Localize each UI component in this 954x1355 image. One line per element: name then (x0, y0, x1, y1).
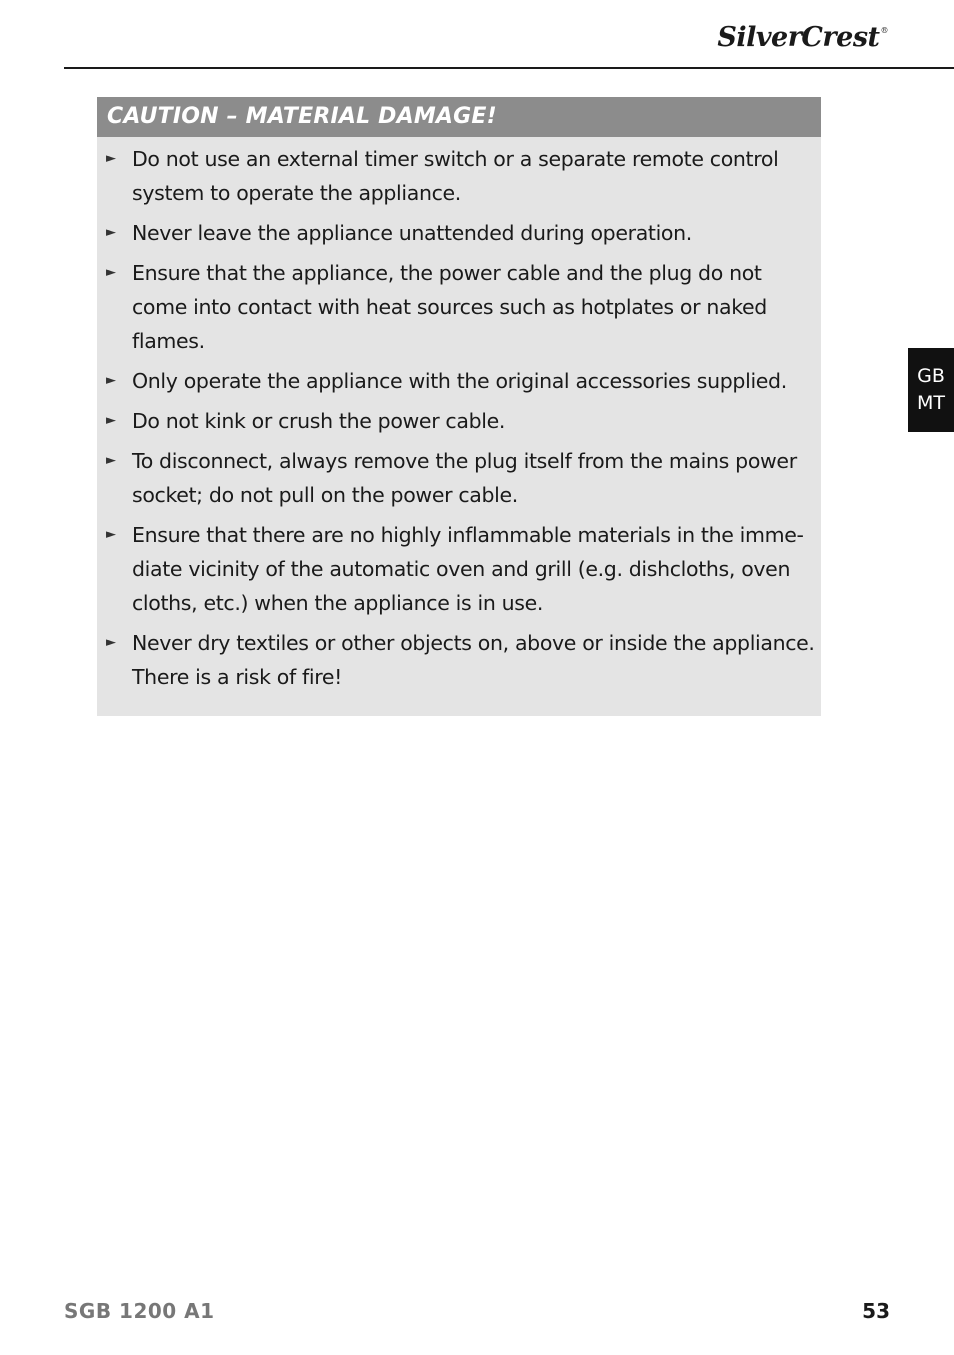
caution-box (97, 97, 821, 716)
triangle-right-icon: ► (106, 225, 116, 240)
triangle-right-icon: ► (106, 635, 116, 650)
list-item (97, 518, 815, 620)
list-item (97, 364, 815, 398)
registered-mark: ® (880, 26, 888, 35)
brand-logo (717, 22, 888, 53)
list-item (97, 626, 815, 694)
list-item (97, 404, 815, 438)
triangle-right-icon: ► (106, 265, 116, 280)
triangle-right-icon: ► (106, 527, 116, 542)
list-item-text: Do not use an external timer switch or a separate remote control system to operate the appliance. (132, 147, 779, 205)
list-item (97, 256, 815, 358)
caution-list (97, 137, 821, 694)
triangle-right-icon: ► (106, 453, 116, 468)
header-divider (64, 67, 954, 69)
list-item-text: Only operate the appliance with the original accessories supplied. (132, 369, 787, 393)
list-item-text: Ensure that there are no highly inflammable materials in the immediate vicinity of the automatic oven and grill (e.g. dishcloths, oven cloths, etc.) when the appliance is in use. (132, 523, 804, 615)
list-item (97, 444, 815, 512)
list-item (97, 216, 815, 250)
triangle-right-icon: ► (106, 373, 116, 388)
list-item-text: To disconnect, always remove the plug itself from the mains power socket; do not pull on the power cable. (132, 449, 797, 507)
list-item-text: Never leave the appliance unattended during operation. (132, 221, 692, 245)
language-code-gb: GB (917, 365, 945, 387)
triangle-right-icon: ► (106, 413, 116, 428)
footer-model-number: SGB 1200 A1 (64, 1299, 215, 1323)
brand-name: SilverCrest (717, 22, 880, 53)
triangle-right-icon: ► (106, 151, 116, 166)
list-item (97, 142, 815, 210)
list-item-text: Ensure that the appliance, the power cable and the plug do not come into contact with heat sources such as hotplates or naked flames. (132, 261, 767, 353)
list-item-text: Never dry textiles or other objects on, above or inside the appliance. There is a risk of fire! (132, 631, 815, 689)
list-item-text: Do not kink or crush the power cable. (132, 409, 506, 433)
language-tab (908, 348, 954, 432)
caution-title: CAUTION – MATERIAL DAMAGE! (97, 97, 821, 137)
language-code-mt: MT (917, 392, 945, 414)
page-number: 53 (862, 1299, 890, 1323)
